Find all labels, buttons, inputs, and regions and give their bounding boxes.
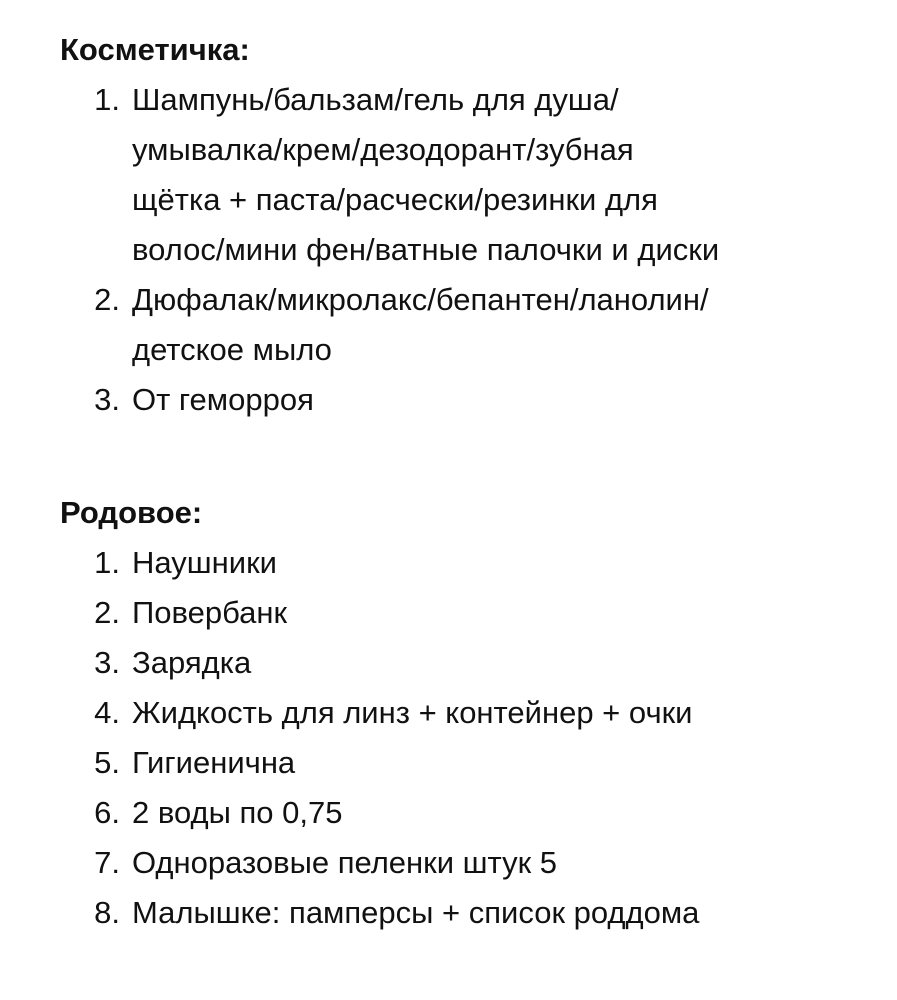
list-item-number: 3. — [94, 645, 120, 680]
section-title-cosmetics: Косметичка: — [60, 32, 250, 67]
list-item-text — [132, 838, 877, 888]
list-item-number: 2. — [94, 595, 120, 630]
list-item-number: 7. — [94, 845, 120, 880]
list-item-number: 1. — [94, 82, 120, 117]
list-item — [60, 538, 877, 588]
list-item-line: щётка + паста/расчески/резинки для — [132, 182, 658, 217]
list-item — [60, 788, 877, 838]
list-item-line: детское мыло — [132, 332, 332, 367]
list-item-text — [132, 638, 877, 688]
cosmetics-list — [60, 75, 877, 425]
list-item-text — [132, 888, 877, 938]
list-item-line: Шампунь/бальзам/гель для душа/ — [132, 82, 619, 117]
list-item-number: 4. — [94, 695, 120, 730]
list-item-number: 2. — [94, 282, 120, 317]
section-spacer — [60, 425, 877, 488]
list-item-number: 8. — [94, 895, 120, 930]
list-item — [60, 838, 877, 888]
list-item-text — [132, 738, 877, 788]
list-item-line: Наушники — [132, 545, 277, 580]
list-item — [60, 588, 877, 638]
list-item-text — [132, 375, 877, 425]
list-item-text — [132, 275, 877, 375]
list-item-line: Гигиенична — [132, 745, 296, 780]
list-item-number: 3. — [94, 382, 120, 417]
list-item-text — [132, 788, 877, 838]
list-item-line: 2 воды по 0,75 — [132, 795, 343, 830]
birth-list — [60, 538, 877, 938]
list-item — [60, 738, 877, 788]
list-item-text — [132, 688, 877, 738]
list-item-line: Повербанк — [132, 595, 288, 630]
list-item-number: 1. — [94, 545, 120, 580]
list-item-line: Дюфалак/микролакс/бепантен/ланолин/ — [132, 282, 709, 317]
list-item — [60, 275, 877, 375]
list-item — [60, 75, 877, 275]
list-item-line: Жидкость для линз + контейнер + очки — [132, 695, 693, 730]
list-item-text — [132, 588, 877, 638]
list-item-text — [132, 538, 877, 588]
list-item-number: 6. — [94, 795, 120, 830]
list-item-line: Малышке: памперсы + список роддома — [132, 895, 700, 930]
list-item — [60, 375, 877, 425]
list-item-line: волос/мини фен/ватные палочки и диски — [132, 232, 720, 267]
list-item — [60, 888, 877, 938]
list-item-line: умывалка/крем/дезодорант/зубная — [132, 132, 634, 167]
list-item-line: Зарядка — [132, 645, 252, 680]
section-title-birth: Родовое: — [60, 495, 203, 530]
list-item-line: От геморроя — [132, 382, 314, 417]
list-item-line: Одноразовые пеленки штук 5 — [132, 845, 557, 880]
list-item — [60, 638, 877, 688]
list-item-text — [132, 75, 877, 275]
list-item — [60, 688, 877, 738]
list-item-number: 5. — [94, 745, 120, 780]
